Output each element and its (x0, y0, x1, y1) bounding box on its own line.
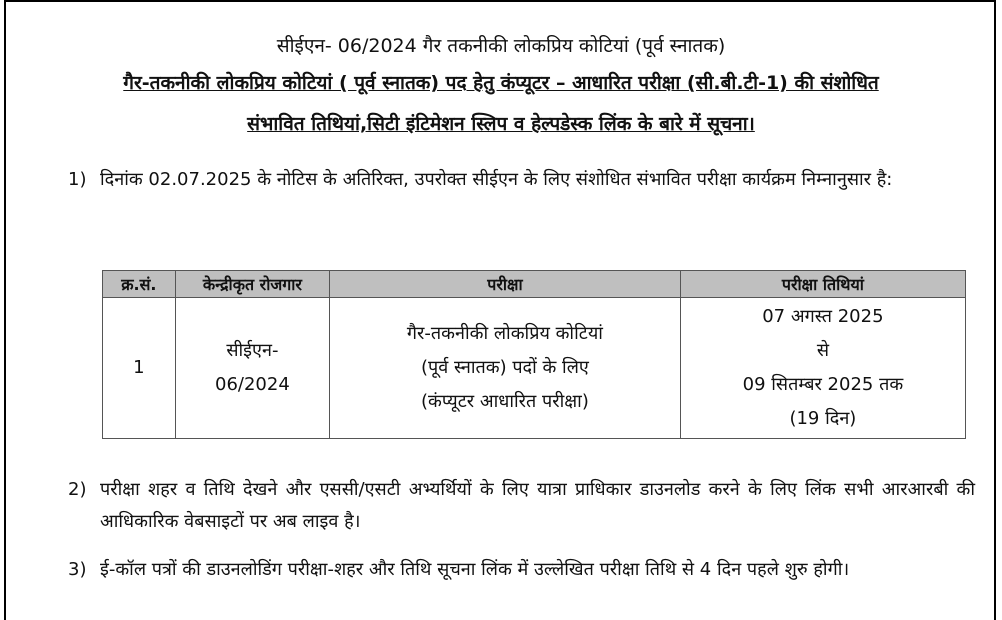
date-line: (19 दिन) (789, 408, 857, 429)
point-3 (70, 554, 975, 586)
header-dates: परीक्षा तिथियां (680, 271, 965, 298)
cell-serial: 1 (103, 298, 176, 439)
date-line: से (816, 340, 829, 361)
point-2 (70, 474, 975, 538)
point-number: 3) (68, 559, 87, 580)
exam-schedule-table (102, 270, 966, 439)
header-serial: क्र.सं. (103, 271, 176, 298)
point-text: ई-कॉल पत्रों की डाउनलोडिंग परीक्षा-शहर और तिथि सूचना लिंक में उल्लेखित परीक्षा तिथि से 4 दिन पहले शुरु होगी। (100, 559, 850, 580)
exam-line: गैर-तकनीकी लोकप्रिय कोटियां (406, 323, 603, 344)
cell-exam (330, 298, 681, 439)
point-text: दिनांक 02.07.2025 के नोटिस के अतिरिक्त, उपरोक्त सीईएन के लिए संशोधित संभावित परीक्षा कार्यक्रम निम्नानुसार है: (100, 169, 893, 190)
date-line: 09 सितम्बर 2025 तक (742, 374, 904, 395)
table-header-row (103, 271, 966, 298)
point-text: परीक्षा शहर व तिथि देखने और एससी/एसटी अभ्यर्थियों के लिए यात्रा प्राधिकार डाउनलोड करने के लिए लिंक सभी आरआरबी की आधिकारिक वेबसाइटों पर अब लाइव है। (100, 479, 975, 532)
exam-line: (पूर्व स्नातक) पदों के लिए (421, 357, 589, 378)
notice-title: सीईएन- 06/2024 गैर तकनीकी लोकप्रिय कोटियां (पूर्व स्नातक) (276, 35, 726, 57)
cen-line: 06/2024 (215, 374, 290, 395)
exam-line: (कंप्यूटर आधारित परीक्षा) (421, 391, 589, 412)
point-number: 1) (68, 169, 87, 190)
point-number: 2) (68, 479, 87, 500)
header-exam: परीक्षा (330, 271, 681, 298)
notice-heading-line1: गैर-तकनीकी लोकप्रिय कोटियां ( पूर्व स्नातक) पद हेतु कंप्यूटर – आधारित परीक्षा (सी.बी.टी-1) की संशोधित (123, 72, 879, 94)
notice-heading-line2: संभावित तिथियां,सिटी इंटिमेशन स्लिप व हेल्पडेस्क लिंक के बारे में सूचना। (247, 113, 755, 135)
cell-dates (680, 298, 965, 439)
header-cen: केन्द्रीकृत रोजगार (175, 271, 329, 298)
point-1 (70, 164, 975, 196)
table-row (103, 298, 966, 439)
cell-cen (175, 298, 329, 439)
cen-line: सीईएन- (226, 340, 279, 361)
date-line: 07 अगस्त 2025 (762, 306, 884, 327)
